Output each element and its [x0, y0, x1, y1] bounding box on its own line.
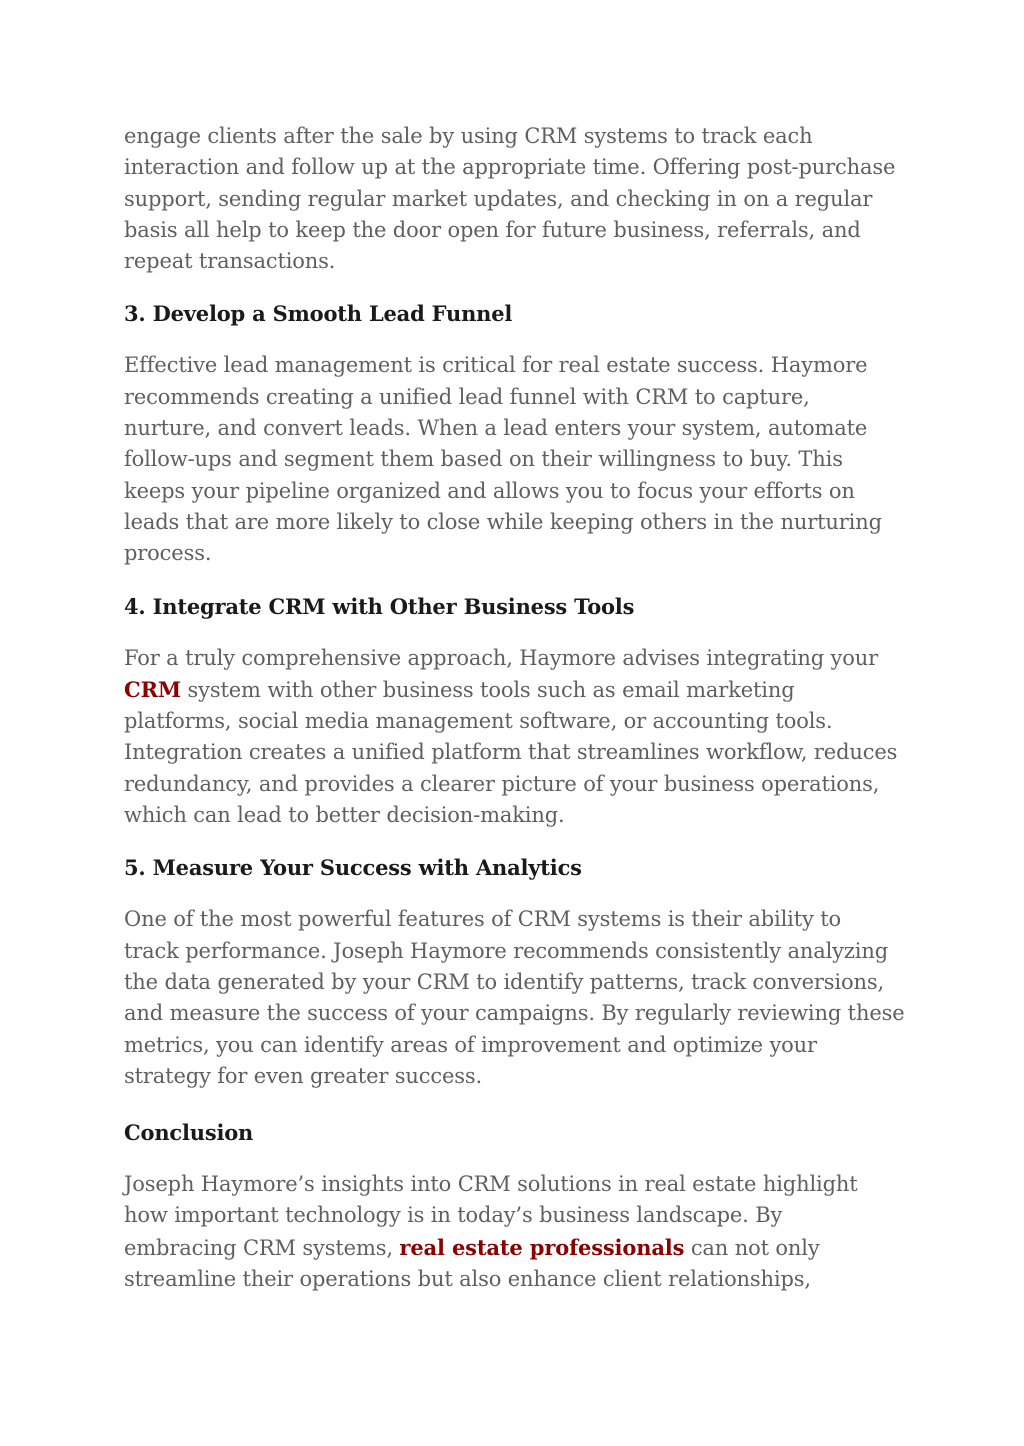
paragraph-text: embracing CRM systems, — [124, 1235, 400, 1260]
paragraph-line: platforms, social media management software, or accounting tools. — [124, 709, 833, 734]
crm-link[interactable]: CRM — [124, 676, 181, 702]
section-4-paragraph — [124, 643, 914, 832]
conclusion-paragraph — [124, 1169, 914, 1295]
paragraph-line: basis all help to keep the door open for future business, referrals, and — [124, 217, 861, 242]
paragraph-line: redundancy, and provides a clearer picture of your business operations, — [124, 771, 880, 796]
paragraph-line: the data generated by your CRM to identify patterns, track conversions, — [124, 969, 884, 994]
paragraph-line: engage clients after the sale by using CRM systems to track each — [124, 124, 813, 148]
paragraph-line: which can lead to better decision-making. — [124, 803, 565, 828]
intro-paragraph — [124, 121, 914, 277]
paragraph-line: streamline their operations but also enhance client relationships, — [124, 1267, 811, 1292]
paragraph-line: nurture, and convert leads. When a lead enters your system, automate — [124, 416, 868, 441]
paragraph-line: keeps your pipeline organized and allows you to focus your efforts on — [124, 478, 855, 503]
paragraph-line: strategy for even greater success. — [124, 1063, 483, 1088]
section-3-heading: 3. Develop a Smooth Lead Funnel — [124, 301, 513, 327]
paragraph-line: metrics, you can identify areas of improvement and optimize your — [124, 1032, 817, 1057]
paragraph-text: can not only — [684, 1235, 820, 1260]
paragraph-line: One of the most powerful features of CRM systems is their ability to — [124, 907, 842, 932]
paragraph-line: Effective lead management is critical for real estate success. Haymore — [124, 353, 868, 378]
paragraph-line: recommends creating a unified lead funnel with CRM to capture, — [124, 384, 810, 409]
paragraph-text: system with other business tools such as email marketing — [180, 677, 795, 702]
paragraph-line — [124, 1232, 914, 1264]
section-3-paragraph — [124, 350, 914, 569]
section-5-heading: 5. Measure Your Success with Analytics — [124, 855, 582, 881]
section-5-paragraph — [124, 904, 914, 1092]
paragraph-line: track performance. Joseph Haymore recommends consistently analyzing — [124, 938, 888, 963]
section-4-heading: 4. Integrate CRM with Other Business Tools — [124, 593, 635, 619]
paragraph-line: leads that are more likely to close while keeping others in the nurturing — [124, 509, 882, 534]
paragraph-line: repeat transactions. — [124, 249, 336, 274]
paragraph-line: Integration creates a unified platform that streamlines workflow, reduces — [124, 740, 898, 765]
document-page — [124, 121, 914, 1295]
paragraph-line: how important technology is in today’s business landscape. By — [124, 1203, 783, 1228]
paragraph-line — [124, 674, 914, 706]
real-estate-professionals-link[interactable]: real estate professionals — [399, 1234, 685, 1260]
conclusion-heading: Conclusion — [124, 1120, 254, 1146]
paragraph-line: For a truly comprehensive approach, Haymore advises integrating your — [124, 645, 879, 670]
paragraph-line: follow-ups and segment them based on their willingness to buy. This — [124, 447, 843, 472]
paragraph-line: support, sending regular market updates, and checking in on a regular — [124, 186, 873, 211]
paragraph-line: and measure the success of your campaigns. By regularly reviewing these — [124, 1001, 905, 1026]
paragraph-line: process. — [124, 541, 212, 566]
paragraph-line: Joseph Haymore’s insights into CRM solutions in real estate highlight — [124, 1172, 858, 1197]
paragraph-line: interaction and follow up at the appropriate time. Offering post-purchase — [124, 155, 896, 180]
